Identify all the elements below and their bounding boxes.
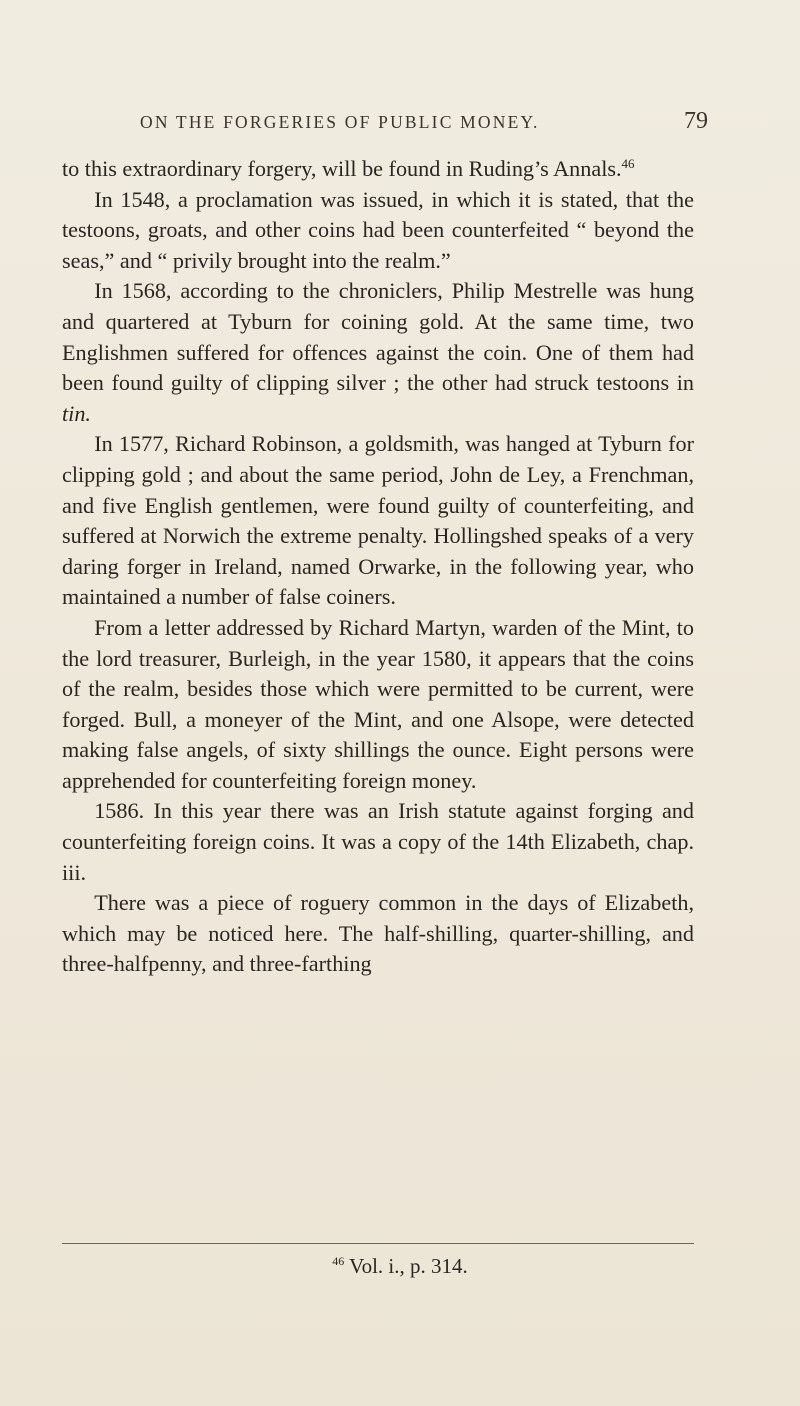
footnote-number: 46 <box>332 1254 345 1268</box>
footnote-divider <box>62 1243 694 1244</box>
paragraph: 1586. In this year there was an Irish statute against forging and counterfeiting foreign coins. It was a copy of the 14th Elizabeth, chap. iii. <box>62 798 694 885</box>
body-text <box>62 154 694 980</box>
footnote <box>0 1254 800 1279</box>
running-title: ON THE FORGERIES OF PUBLIC MONEY. <box>140 112 540 132</box>
paragraph: In 1577, Richard Robinson, a goldsmith, was hanged at Tyburn for clipping gold ; and about the same period, John de Ley, a Frenchman, and five English gentlemen, were found guilty of counterfeiting, and suffered at Norwich the extreme penalty. Hollingshed speaks of a very daring forger in Ireland, named Orwarke, in the following year, who maintained a number of false coiners. <box>62 431 694 610</box>
footnote-reference: 46 <box>621 156 635 171</box>
paragraph: In 1548, a proclamation was issued, in which it is stated, that the testoons, groats, and other coins had been counterfeited “ beyond the seas,” and “ privily brought into the realm.” <box>62 186 694 273</box>
italic-word: tin. <box>62 400 91 426</box>
paragraph: There was a piece of roguery common in the days of Elizabeth, which may be noticed here. The half-shilling, quarter-shilling, and three-halfpenny, and three-farthing <box>62 890 694 977</box>
running-head <box>140 108 708 135</box>
paragraph: From a letter addressed by Richard Martyn, warden of the Mint, to the lord treasurer, Burleigh, in the year 1580, it appears that the coins of the realm, besides those which were permitted to be current, were forged. Bull, a moneyer of the Mint, and one Alsope, were detected making false angels, of sixty shillings the ounce. Eight persons were apprehended for counterfeiting foreign money. <box>62 614 694 793</box>
paragraph: to this extraordinary forgery, will be found in Ruding’s Annals.$^{46}$ <box>62 156 635 181</box>
page-number: 79 <box>684 108 708 134</box>
paragraph: In 1568, according to the chroniclers, Philip Mestrelle was hung and quartered at Tyburn for coining gold. At the same time, two Englishmen suffered for offences against the coin. One of them had been found guilty of clipping silver ; the other had struck testoons in tin. <box>62 278 694 426</box>
footnote-text: Vol. i., p. 314. <box>349 1254 468 1278</box>
